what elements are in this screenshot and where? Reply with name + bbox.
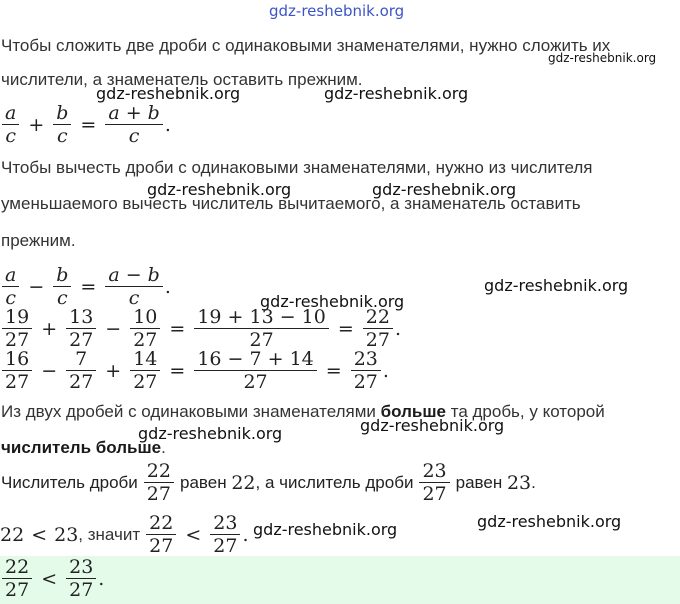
fraction: 19 27 [2,306,32,351]
bold-phrase: числитель больше [1,438,162,457]
fraction: 16 27 [2,348,32,393]
fraction: 19 + 13 − 10 27 [194,306,329,351]
watermark: gdz-reshebnik.org [484,276,629,295]
conclusion-statement: 22 < 23 , значит 22 27 < 23 27 . [0,512,249,558]
rule-subtract-line-2: уменьшаемого вычесть числитель вычитаемого, а знаменатель оставить [1,194,581,213]
watermark: gdz-reshebnik.org [324,84,469,103]
watermark: gdz-reshebnik.org [138,424,283,443]
minus-sign: − [28,275,45,298]
comparison-rule-line-1: Из двух дробей с одинаковыми знаменателями больше та дробь, у которой [1,402,605,421]
formula-addition [0,102,171,147]
equals-sign: = [169,359,186,382]
fraction: 10 27 [130,306,160,351]
fraction: 13 27 [66,306,96,351]
fraction: 16 − 7 + 14 27 [194,348,316,393]
equals-sign: = [325,359,342,382]
plus-sign: + [28,113,45,136]
fraction: 14 27 [130,348,160,393]
equals-sign: = [80,275,97,298]
period: . [382,359,389,382]
watermark-top: gdz-reshebnik.org [269,2,405,20]
watermark: gdz-reshebnik.org [477,512,622,531]
fraction: 22 27 [144,460,174,505]
plus-sign: + [105,359,122,382]
plus-sign: + [41,317,58,340]
watermark: gdz-reshebnik.org [548,51,657,65]
rule-subtract-line-3: прежним. [1,231,76,250]
equals-sign: = [169,317,186,340]
less-than-sign: < [41,567,58,590]
watermark: gdz-reshebnik.org [253,520,398,539]
watermark: gdz-reshebnik.org [260,292,405,311]
fraction: a c [2,264,19,309]
formula-subtraction [0,264,171,309]
fraction: 23 27 [210,512,240,557]
fraction: b c [53,102,71,147]
watermark: gdz-reshebnik.org [372,180,517,199]
rule-add-line-1: Чтобы сложить две дроби с одинаковыми знаменателями, нужно сложить их [1,36,611,55]
fraction: 22 27 [363,306,393,351]
numerator-statement: Числитель дроби 22 27 равен 22 , а числитель дроби 23 27 равен 23 . [1,460,536,506]
minus-sign: − [41,359,58,382]
fraction: b c [53,264,71,309]
period: . [164,113,171,136]
fraction: a + b c [105,102,163,147]
period: . [394,317,402,340]
rule-add-line-2: числители, а знаменатель оставить прежним. [1,70,363,89]
comparison-rule-line-2: числитель больше. [1,438,166,457]
fraction: 23 27 [419,460,449,505]
fraction: a c [2,102,19,147]
fraction: 23 27 [66,556,96,601]
watermark: gdz-reshebnik.org [96,84,241,103]
rule-subtract-line-1: Чтобы вычесть дроби с одинаковыми знаменателями, нужно из числителя [1,158,593,177]
calculation-1 [0,306,401,351]
watermark: gdz-reshebnik.org [147,180,292,199]
fraction: 7 27 [66,348,96,393]
watermark: gdz-reshebnik.org [360,416,505,435]
minus-sign: − [105,317,122,340]
bold-word: больше [380,402,446,421]
fraction: 23 27 [351,348,381,393]
period: . [164,275,171,298]
equals-sign: = [80,113,97,136]
fraction: 22 27 [146,512,176,557]
fraction: a − b c [105,264,163,309]
fraction: 22 27 [2,556,32,601]
calculation-2 [0,348,389,393]
equals-sign: = [337,317,354,340]
answer: 22 27 < 23 27 . [0,556,104,601]
